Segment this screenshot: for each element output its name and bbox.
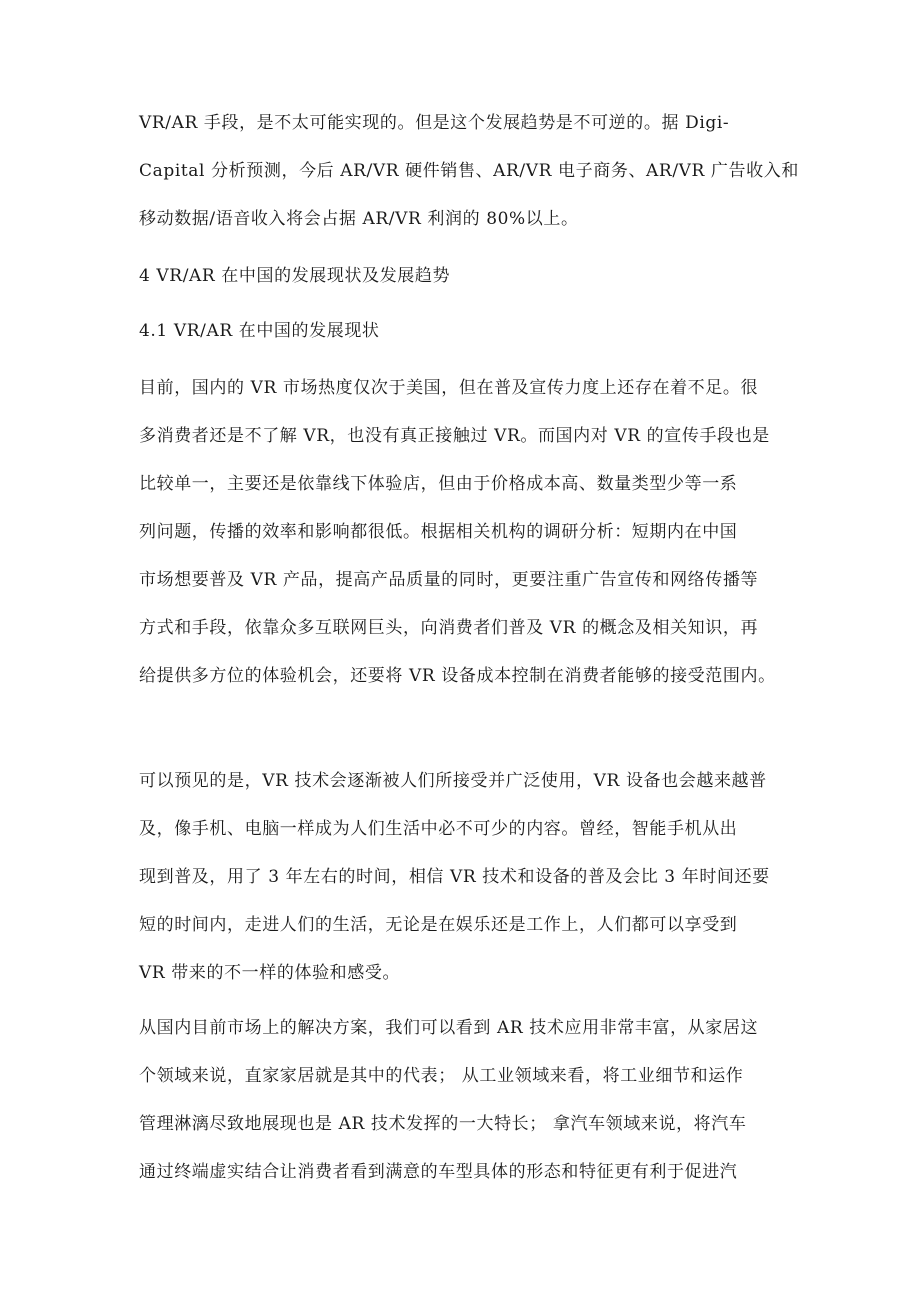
text-line: Capital 分析预测，今后 AR/VR 硬件销售、AR/VR 电子商务、AR/VR 广告收入和 <box>139 161 799 181</box>
section-heading: 4 VR/AR 在中国的发展现状及发展趋势 <box>139 266 451 286</box>
text-line: 通过终端虚实结合让消费者看到满意的车型具体的形态和特征更有利于促进汽 <box>139 1162 738 1182</box>
text-line: VR/AR 手段，是不太可能实现的。但是这个发展趋势是不可逆的。据 Digi- <box>139 113 730 133</box>
text-line: VR 带来的不一样的体验和感受。 <box>139 963 401 983</box>
text-line: 及，像手机、电脑一样成为人们生活中必不可少的内容。曾经，智能手机从出 <box>139 819 738 839</box>
text-line: 可以预见的是，VR 技术会逐渐被人们所接受并广泛使用，VR 设备也会越来越普 <box>139 771 767 791</box>
text-line: 目前，国内的 VR 市场热度仅次于美国，但在普及宣传力度上还存在着不足。很 <box>139 378 759 398</box>
text-line: 管理淋漓尽致地展现也是 AR 技术发挥的一大特长； 拿汽车领域来说，将汽车 <box>139 1114 747 1134</box>
text-line: 现到普及，用了 3 年左右的时间，相信 VR 技术和设备的普及会比 3 年时间还要 <box>139 867 770 887</box>
text-line: 移动数据/语音收入将会占据 AR/VR 利润的 80%以上。 <box>139 209 579 229</box>
subsection-heading: 4.1 VR/AR 在中国的发展现状 <box>139 321 380 341</box>
text-line: 短的时间内，走进人们的生活，无论是在娱乐还是工作上，人们都可以享受到 <box>139 915 738 935</box>
text-line: 个领域来说，直家家居就是其中的代表； 从工业领域来看，将工业细节和运作 <box>139 1066 744 1086</box>
text-line: 多消费者还是不了解 VR，也没有真正接触过 VR。而国内对 VR 的宣传手段也是 <box>139 426 770 446</box>
text-line: 方式和手段，依靠众多互联网巨头，向消费者们普及 VR 的概念及相关知识，再 <box>139 618 759 638</box>
text-line: 给提供多方位的体验机会，还要将 VR 设备成本控制在消费者能够的接受范围内。 <box>139 666 776 686</box>
text-line: 从国内目前市场上的解决方案，我们可以看到 AR 技术应用非常丰富，从家居这 <box>139 1018 759 1038</box>
text-line: 市场想要普及 VR 产品，提高产品质量的同时，更要注重广告宣传和网络传播等 <box>139 570 759 590</box>
text-line: 列问题，传播的效率和影响都很低。根据相关机构的调研分析：短期内在中国 <box>139 522 738 542</box>
text-line: 比较单一，主要还是依靠线下体验店，但由于价格成本高、数量类型少等一系 <box>139 474 738 494</box>
